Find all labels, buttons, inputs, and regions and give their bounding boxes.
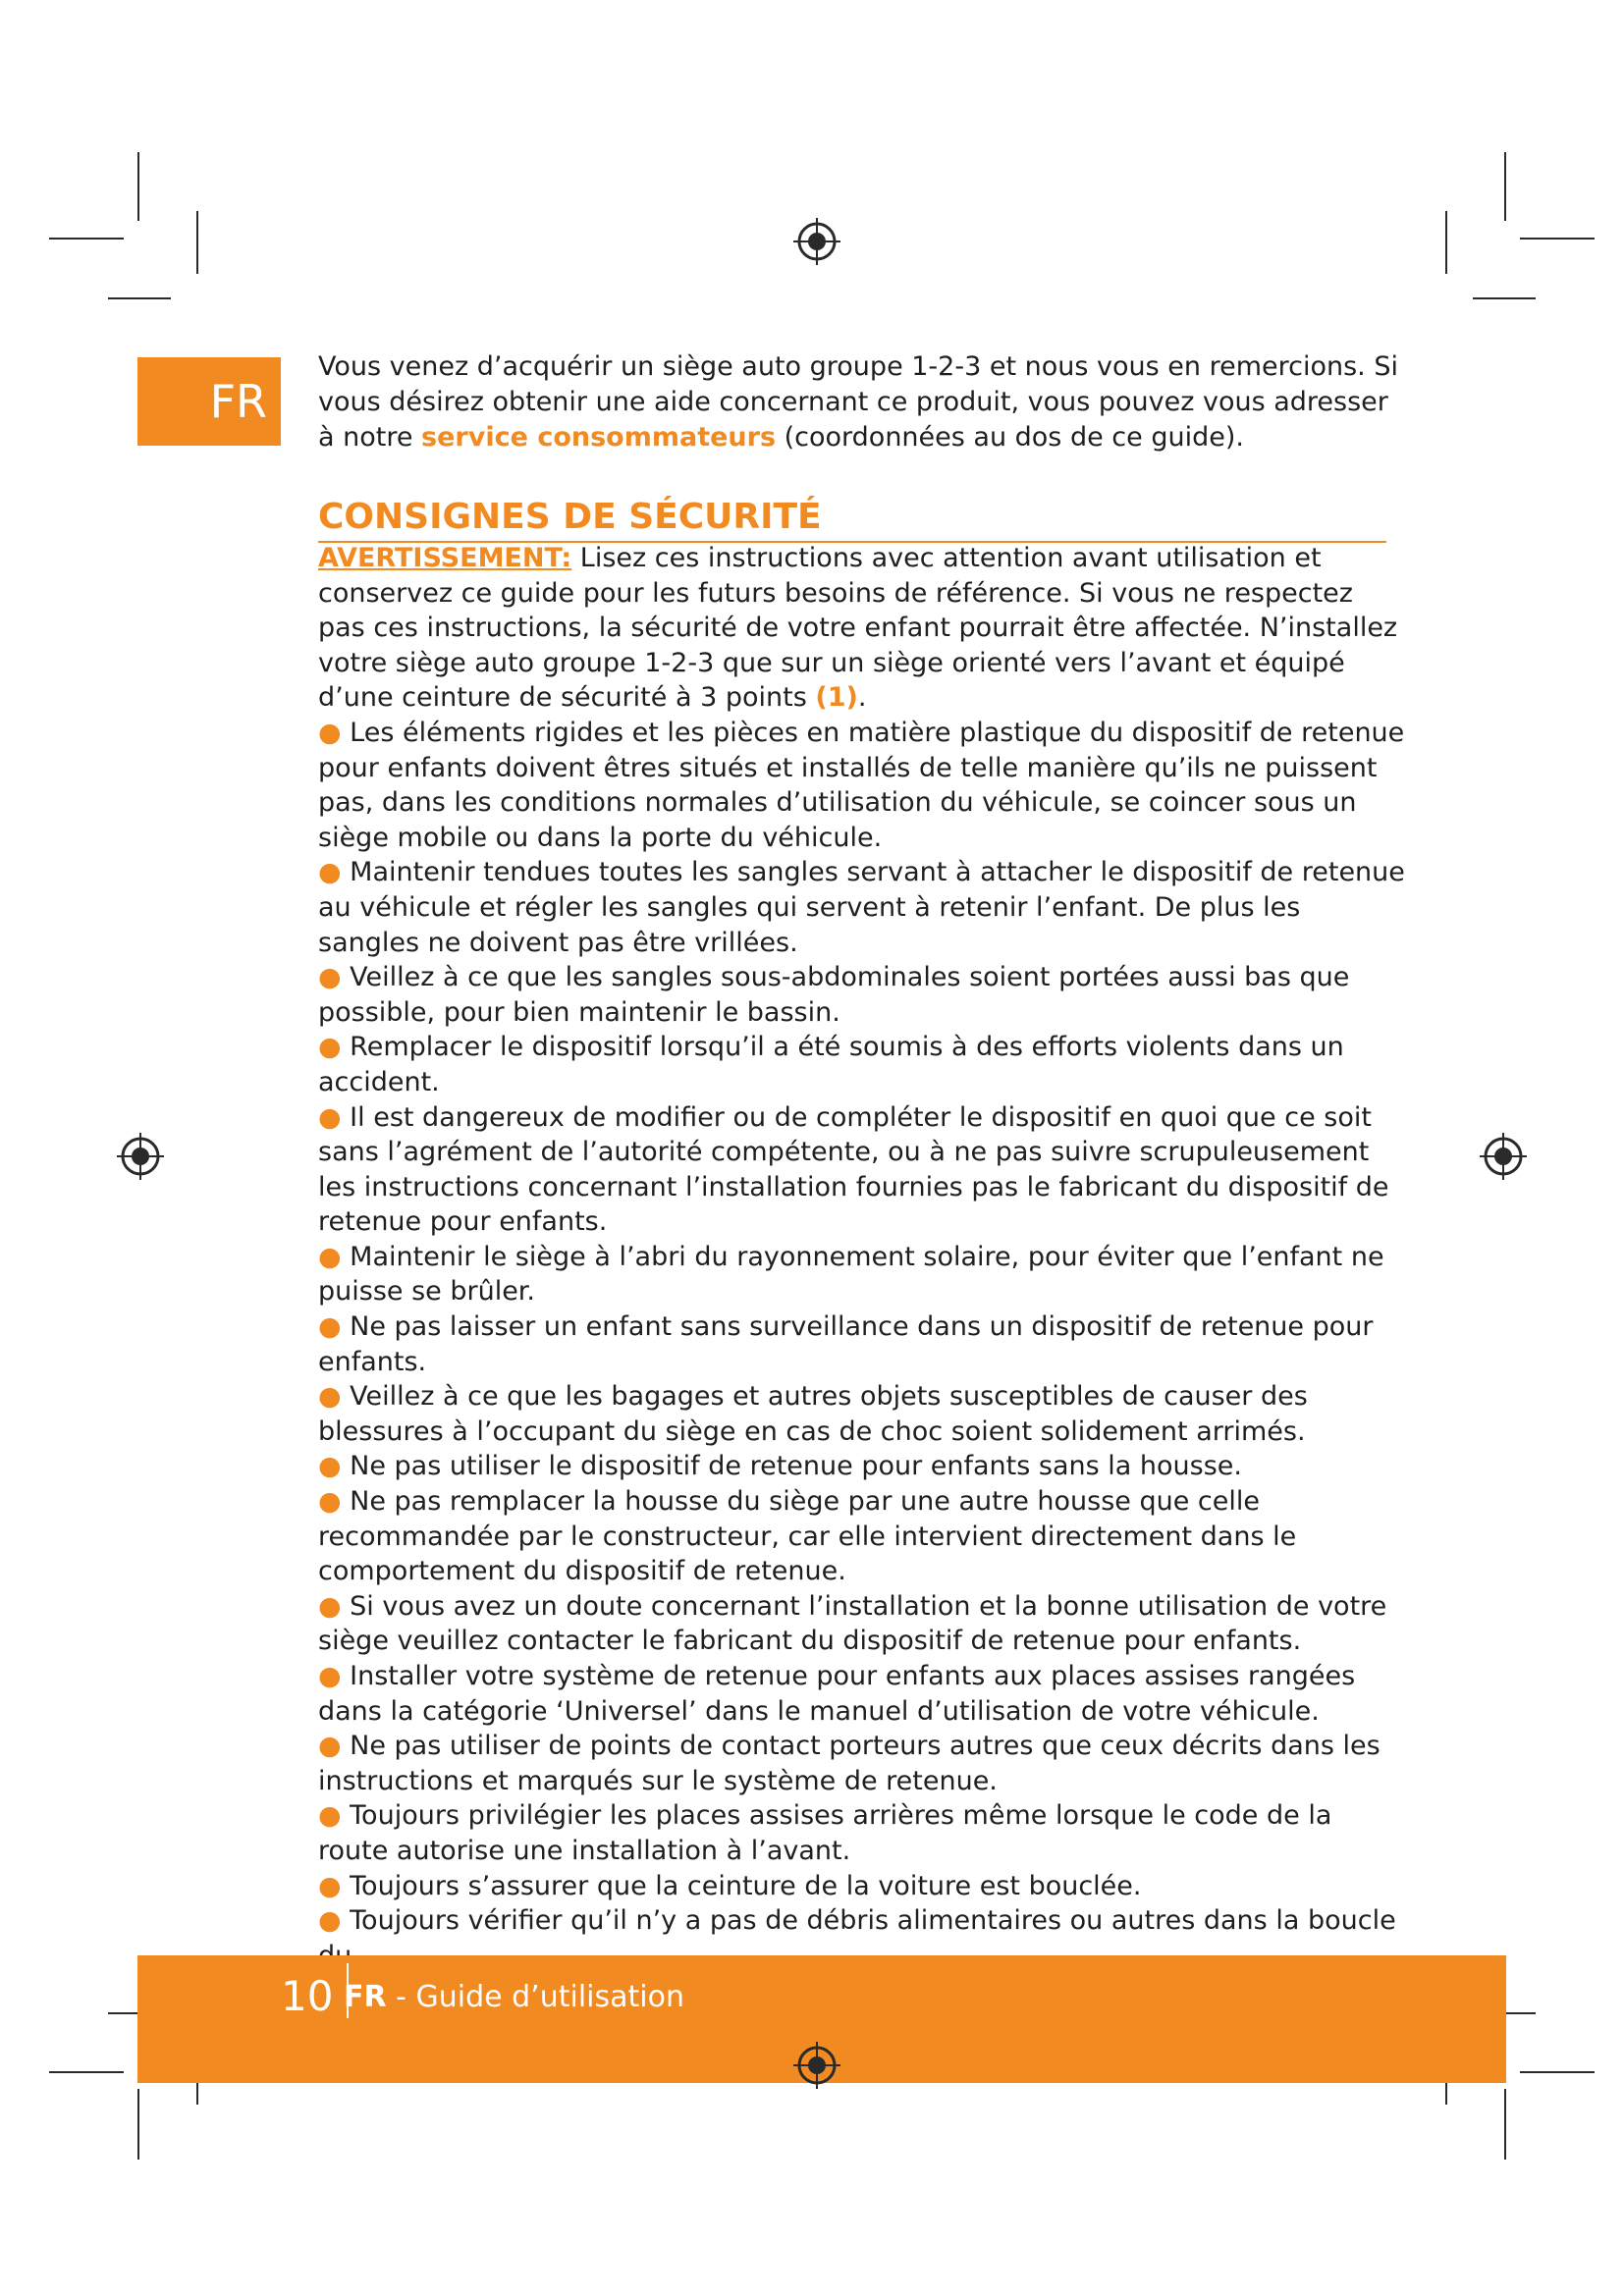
bullet-text: Veillez à ce que les sangles sous-abdominales soient portées aussi bas que possible, pour bien maintenir le bassin. — [318, 962, 1350, 1028]
warning-label: AVERTISSEMENT: — [318, 543, 572, 573]
bullet-text: Ne pas utiliser le dispositif de retenue pour enfants sans la housse. — [350, 1451, 1242, 1482]
bullet-icon: ● — [318, 1590, 342, 1622]
footer-guide-title: - Guide d’utilisation — [386, 1980, 684, 2014]
bullet-text: Il est dangereux de modifier ou de compléter le dispositif en quoi que ce soit sans l’agrément de l’autorité compétente, ou à ne pas suivre scrupuleusement les instructions concernant l’installation fournies pas le fabricant du dispositif de retenue pour enfants. — [318, 1101, 1389, 1238]
bullet-item — [318, 1729, 1408, 1798]
language-tab: FR — [137, 357, 281, 446]
bullet-item — [318, 1030, 1408, 1099]
bullet-icon: ● — [318, 1870, 342, 1901]
bullet-item — [318, 960, 1408, 1030]
warning-text: Lisez ces instructions avec attention avant utilisation et conservez ce guide pour les futurs besoins de référence. Si vous ne respectez pas ces instructions, la sécurité de votre enfant pourrait être affectée. N’installez votre siège auto groupe 1-2-3 que sur un siège orienté vers l’avant et équipé d’une ceinture de sécurité à 3 points — [318, 543, 1398, 714]
bullet-text: Ne pas laisser un enfant sans surveillance dans un dispositif de retenue pour enfants. — [318, 1311, 1374, 1377]
intro-text-end: (coordonnées au dos de ce guide). — [776, 422, 1244, 453]
bullet-icon: ● — [318, 1381, 342, 1413]
safety-instructions — [318, 541, 1408, 1973]
bullet-text: Maintenir tendues toutes les sangles servant à attacher le dispositif de retenue au véhicule et régler les sangles qui servent à retenir l’enfant. De plus les sangles ne doivent pas être vrillées. — [318, 857, 1405, 958]
footer-lang: FR — [344, 1980, 387, 2014]
bullet-text: Remplacer le dispositif lorsqu’il a été soumis à des efforts violents dans un accident. — [318, 1032, 1344, 1097]
figure-reference: (1) — [815, 682, 858, 714]
bullet-text: Toujours s’assurer que la ceinture de la voiture est bouclée. — [350, 1870, 1142, 1901]
bullet-icon: ● — [318, 1800, 342, 1832]
registration-mark-icon — [791, 216, 842, 267]
bullet-text: Toujours privilégier les places assises arrières même lorsque le code de la route autorise une installation à l’avant. — [318, 1800, 1332, 1866]
bullet-icon: ● — [318, 1101, 342, 1133]
bullet-icon: ● — [318, 962, 342, 993]
bullet-icon: ● — [318, 717, 342, 748]
bullet-text: Toujours vérifier qu’il n’y a pas de débris alimentaires ou autres dans la boucle — [350, 1905, 1396, 1937]
bullet-text: Veillez à ce que les bagages et autres objets susceptibles de causer des blessures à l’occupant du siège en cas de choc soient solidement arrimés. — [318, 1381, 1308, 1447]
section-title: CONSIGNES DE SÉCURITÉ — [318, 494, 1386, 543]
bullet-item — [318, 716, 1408, 855]
warning-paragraph — [318, 541, 1408, 716]
bullet-icon: ● — [318, 857, 342, 888]
footer-title — [344, 1973, 684, 2022]
bullet-item — [318, 1449, 1408, 1484]
bullet-item — [318, 1869, 1408, 1904]
bullet-icon: ● — [318, 1032, 342, 1063]
bullet-item — [318, 1309, 1408, 1379]
bullet-item — [318, 1659, 1408, 1729]
registration-mark-icon — [791, 2040, 842, 2091]
service-link: service consommateurs — [421, 422, 777, 453]
bullet-item — [318, 1484, 1408, 1589]
bullet-item — [318, 1240, 1408, 1309]
bullet-item — [318, 1379, 1408, 1449]
bullet-item — [318, 1798, 1408, 1868]
bullet-item — [318, 1589, 1408, 1659]
intro-paragraph — [318, 349, 1408, 455]
bullet-text: Ne pas remplacer la housse du siège par une autre housse que celle recommandée par le constructeur, car elle intervient directement dans le comportement du dispositif de retenue. — [318, 1486, 1297, 1587]
bullet-text: Installer votre système de retenue pour enfants aux places assises rangées dans la catégorie ‘Universel’ dans le manuel d’utilisation de votre véhicule. — [318, 1661, 1356, 1727]
bullet-text: Les éléments rigides et les pièces en matière plastique du dispositif de retenue pour enfants doivent êtres situés et installés de telle manière qu’ils ne puissent pas, dans les conditions normales d’utilisation du véhicule, se coincer sous un siège mobile ou dans la porte du véhicule. — [318, 717, 1405, 853]
bullet-icon: ● — [318, 1241, 342, 1272]
registration-mark-icon — [1478, 1131, 1529, 1182]
registration-mark-icon — [115, 1131, 166, 1182]
page-number: 10 — [281, 1972, 334, 2020]
bullet-icon: ● — [318, 1731, 342, 1762]
bullet-item — [318, 855, 1408, 960]
bullet-list — [318, 716, 1408, 1973]
bullet-icon: ● — [318, 1451, 342, 1482]
bullet-icon: ● — [318, 1486, 342, 1518]
bullet-text: Maintenir le siège à l’abri du rayonnement solaire, pour éviter que l’enfant ne puisse se brûler. — [318, 1241, 1384, 1308]
warning-end: . — [857, 682, 867, 714]
bullet-text: Si vous avez un doute concernant l’installation et la bonne utilisation de votre siège veuillez contacter le fabricant du dispositif de retenue pour enfants. — [318, 1590, 1387, 1657]
intro-text: Vous venez d’acquérir un siège auto groupe 1-2-3 et nous vous en remercions. Si vous désirez obtenir une aide concernant ce produit, vous pouvez vous adresser à notre — [318, 351, 1398, 453]
bullet-icon: ● — [318, 1311, 342, 1343]
bullet-text: Ne pas utiliser de points de contact porteurs autres que ceux décrits dans les instructions et marqués sur le système de retenue. — [318, 1731, 1380, 1796]
bullet-icon: ● — [318, 1905, 342, 1937]
bullet-item — [318, 1100, 1408, 1240]
bullet-icon: ● — [318, 1661, 342, 1691]
